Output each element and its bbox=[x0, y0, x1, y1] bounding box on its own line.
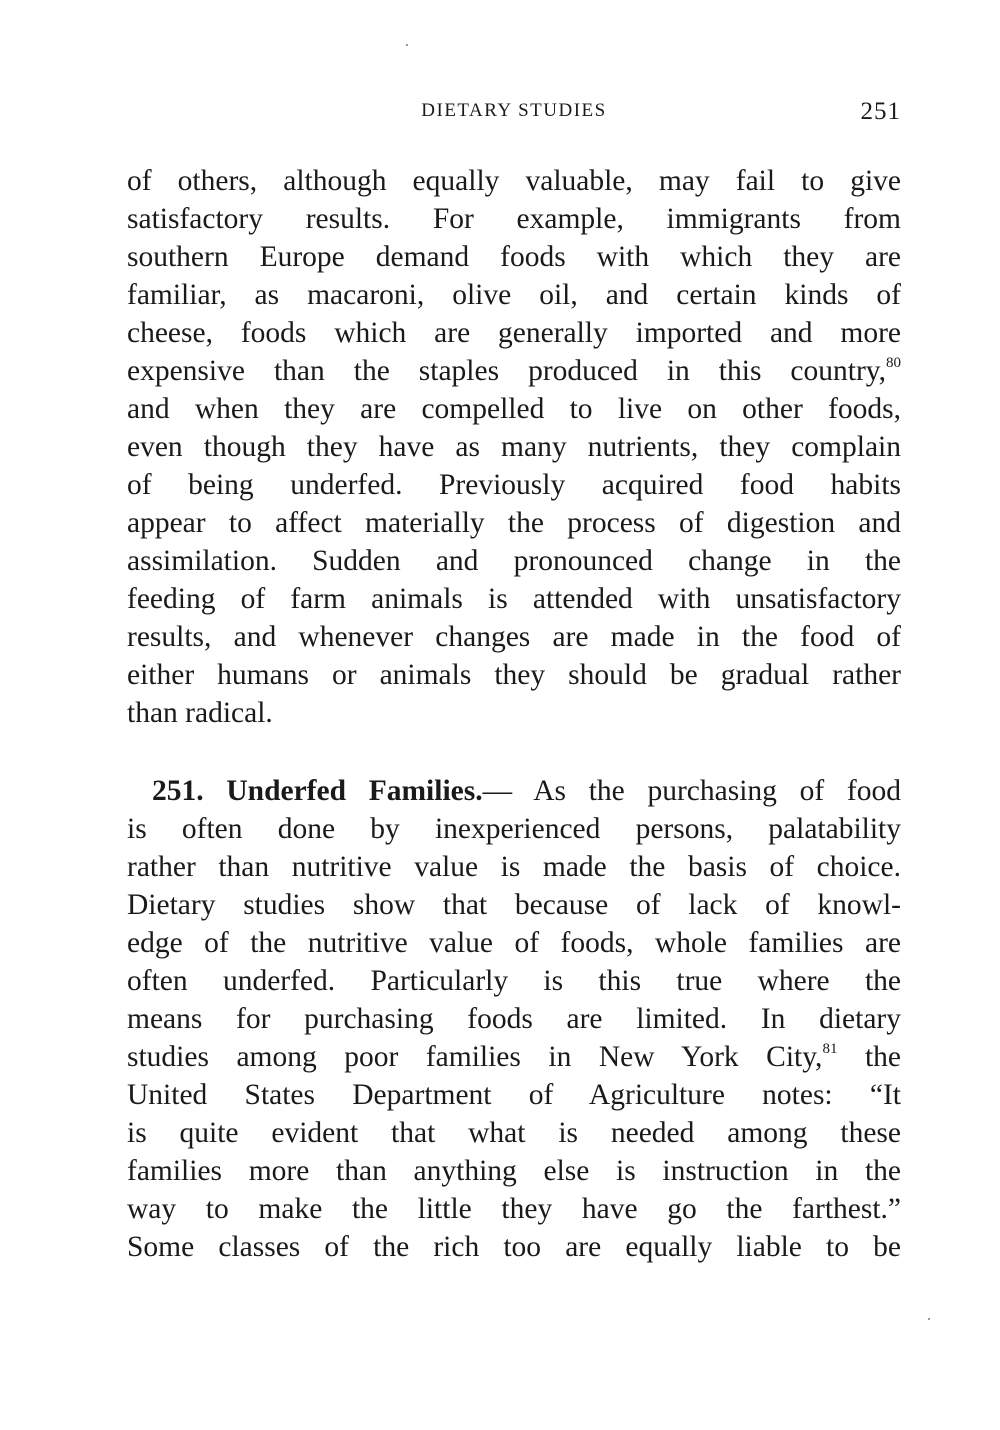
section-251 bbox=[127, 772, 901, 1266]
text-line: is often done by inexperienced persons, palatability bbox=[127, 813, 901, 845]
text-line: and when they are compelled to live on other foods, bbox=[127, 393, 901, 425]
text-line: familiar, as macaroni, olive oil, and certain kinds of bbox=[127, 279, 901, 311]
text-line: satisfactory results. For example, immigrants from bbox=[127, 203, 901, 235]
text-line: than radical. bbox=[127, 697, 273, 729]
text-line: even though they have as many nutrients, they complain bbox=[127, 431, 901, 463]
section-heading-line bbox=[127, 772, 901, 810]
text-line: Some classes of the rich too are equally liable to be bbox=[127, 1231, 901, 1263]
text-segment: studies among poor families in New York City, bbox=[127, 1041, 823, 1073]
text-line: way to make the little they have go the farthest.” bbox=[127, 1193, 901, 1225]
scan-speck bbox=[928, 1318, 930, 1320]
text-line: families more than anything else is instruction in the bbox=[127, 1155, 901, 1187]
text-line: Dietary studies show that because of lack of knowl- bbox=[127, 889, 901, 921]
page-header bbox=[127, 98, 901, 128]
text-line: rather than nutritive value is made the basis of choice. bbox=[127, 851, 901, 883]
text-line: feeding of farm animals is attended with unsatisfactory bbox=[127, 583, 901, 615]
footnote-ref-80: 80 bbox=[886, 355, 901, 371]
text-line: cheese, foods which are generally imported and more bbox=[127, 317, 901, 349]
footnote-ref-81: 81 bbox=[822, 1041, 838, 1057]
section-number: 251. bbox=[152, 775, 204, 807]
text-line: results, and whenever changes are made in the food of bbox=[127, 621, 901, 653]
text-line: appear to affect materially the process of digestion and bbox=[127, 507, 901, 539]
text-line: southern Europe demand foods with which they are bbox=[127, 241, 901, 273]
page-number: 251 bbox=[860, 98, 901, 125]
text-line: often underfed. Particularly is this true where the bbox=[127, 965, 901, 997]
text-line: United States Department of Agriculture notes: “It bbox=[127, 1079, 901, 1111]
section-title: Underfed Families. bbox=[226, 775, 483, 807]
text-line: means for purchasing foods are limited. In dietary bbox=[127, 1003, 901, 1035]
text-line bbox=[127, 352, 901, 390]
text-line: is quite evident that what is needed among these bbox=[127, 1117, 901, 1149]
text-line: either humans or animals they should be gradual rather bbox=[127, 659, 901, 691]
text-segment: — As the purchasing of food bbox=[482, 775, 902, 807]
text-line: of others, although equally valuable, may fail to give bbox=[127, 165, 901, 197]
paragraph-continued bbox=[127, 162, 901, 732]
scan-speck bbox=[406, 44, 408, 46]
running-head: DIETARY STUDIES bbox=[421, 100, 607, 121]
text-line: assimilation. Sudden and pronounced change in the bbox=[127, 545, 901, 577]
text-segment: expensive than the staples produced in this country, bbox=[127, 355, 886, 387]
text-line bbox=[127, 1038, 901, 1076]
text-segment: the bbox=[864, 1041, 901, 1073]
text-line: edge of the nutritive value of foods, whole families are bbox=[127, 927, 901, 959]
text-line: of being underfed. Previously acquired food habits bbox=[127, 469, 901, 501]
